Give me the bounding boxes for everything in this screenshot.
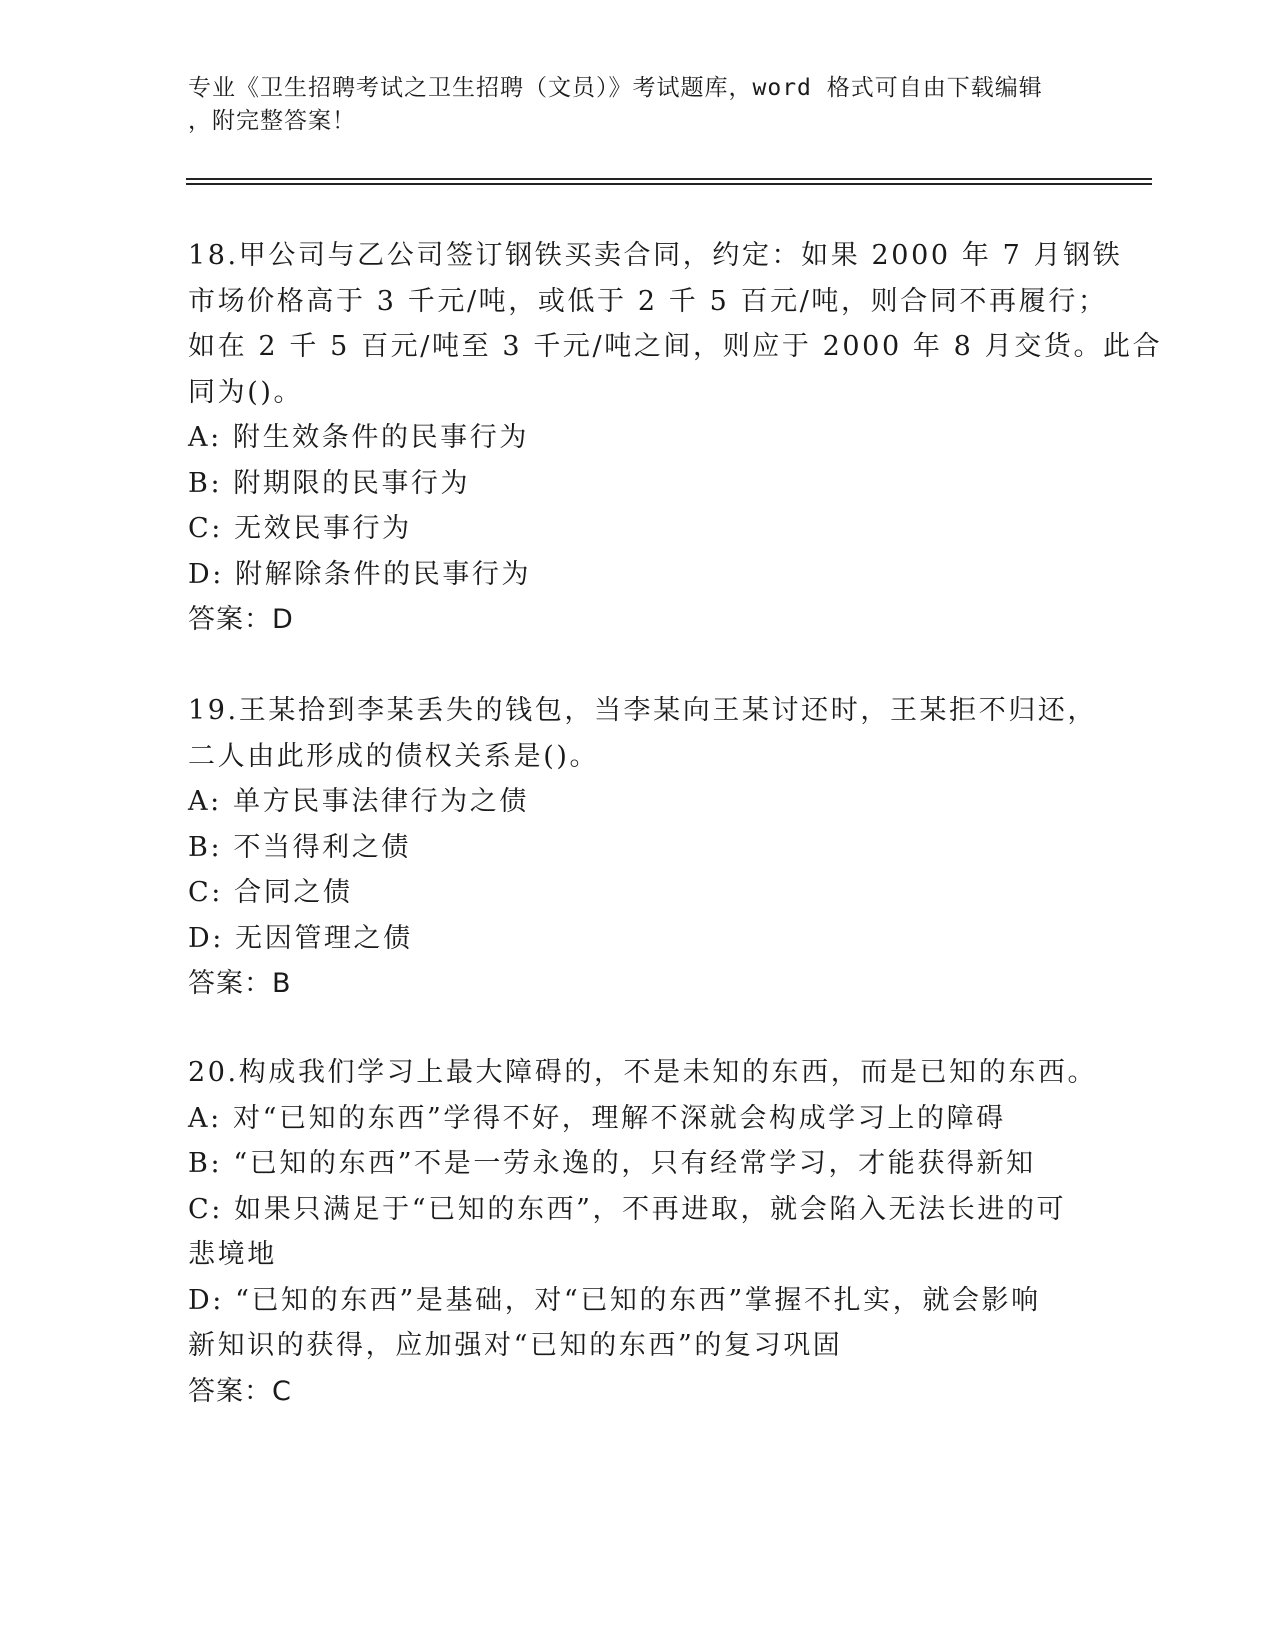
option-d: D: 附解除条件的民事行为 <box>188 558 532 590</box>
answer-label: 答案：C <box>188 1375 292 1407</box>
option-a: A: 附生效条件的民事行为 <box>188 422 529 453</box>
document-header <box>188 72 1068 138</box>
option-a: A: 单方民事法律行为之债 <box>188 786 529 817</box>
option-d: D: 无因管理之债 <box>188 922 413 954</box>
question-stem-line: 二人由此形成的债权关系是()。 <box>188 740 600 772</box>
question-stem-line: 18.甲公司与乙公司签订钢铁买卖合同，约定：如果 2000 年 7 月钢铁 <box>188 240 1123 271</box>
option-d: D: “已知的东西”是基础，对“已知的东西”掌握不扎实，就会影响 <box>188 1284 1041 1316</box>
question-19 <box>188 688 1098 1007</box>
question-stem-line: 19.王某拾到李某丢失的钱包，当李某向王某讨还时，王某拒不归还， <box>188 695 1098 726</box>
header-divider-top <box>186 178 1152 180</box>
question-stem-line: 如在 2 千 5 百元/吨至 3 千元/吨之间，则应于 2000 年 8 月交货。此合 <box>188 331 1163 362</box>
question-18 <box>188 233 1163 643</box>
header-line-2: ，附完整答案！ <box>188 108 356 134</box>
option-d-continuation: 新知识的获得，应加强对“已知的东西”的复习巩固 <box>188 1330 843 1361</box>
question-stem-line: 市场价格高于 3 千元/吨，或低于 2 千 5 百元/吨，则合同不再履行； <box>188 285 1108 317</box>
option-c: C: 无效民事行为 <box>188 513 412 544</box>
option-b: B: “已知的东西”不是一劳永逸的，只有经常学习，才能获得新知 <box>188 1148 1036 1179</box>
option-a: A: 对“已知的东西”学得不好，理解不深就会构成学习上的障碍 <box>188 1102 1006 1134</box>
header-divider-bottom <box>186 183 1152 185</box>
answer-label: 答案：D <box>188 604 294 635</box>
option-c-continuation: 悲境地 <box>188 1239 277 1270</box>
option-b: B: 不当得利之债 <box>188 831 411 863</box>
option-c: C: 合同之债 <box>188 877 353 908</box>
option-b: B: 附期限的民事行为 <box>188 467 471 499</box>
header-line-1: 专业《卫生招聘考试之卫生招聘（文员）》考试题库，word 格式可自由下载编辑 <box>188 75 1043 101</box>
answer-label: 答案：B <box>188 968 292 999</box>
question-stem-line: 同为()。 <box>188 376 304 408</box>
question-20 <box>188 1050 1098 1414</box>
question-stem-line: 20.构成我们学习上最大障碍的，不是未知的东西，而是已知的东西。 <box>188 1057 1098 1088</box>
option-c: C: 如果只满足于“已知的东西”，不再进取，就会陷入无法长进的可 <box>188 1193 1067 1225</box>
